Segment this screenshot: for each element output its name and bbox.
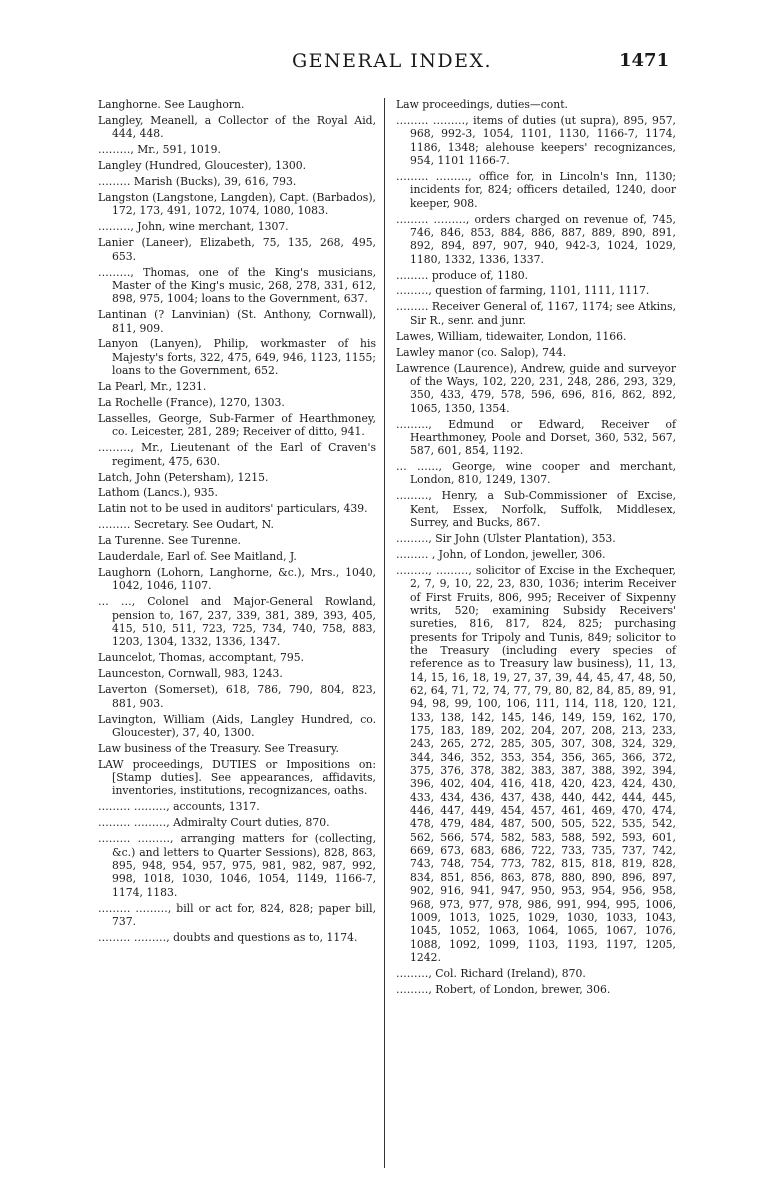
index-entry: Lasselles, George, Sub-Farmer of Hearthmoney, co. Leicester, 281, 289; Receiver of ditto, 941. [98, 411, 376, 439]
index-entry: ……… ………, bill or act for, 824, 828; paper bill, 737. [98, 901, 376, 928]
index-entry: Lauderdale, Earl of. See Maitland, J. [98, 550, 297, 564]
index-entry: La Rochelle (France), 1270, 1303. [98, 396, 285, 409]
index-entry: ………, Mr., 591, 1019. [98, 143, 221, 157]
index-entry: ………, Henry, a Sub-Commissioner of Excise, Kent, Essex, Norfolk, Suffolk, Middlesex, Surrey, and Bucks, 867. [396, 489, 676, 530]
index-entry: ………, ………, solicitor of Excise in the Exchequer, 2, 7, 9, 10, 22, 23, 830, 1036; interim Receiver of First Fruits, 806, 995; Receiver of Sixpenny writs, 520; examining Subsidy Receivers' sureties, 816, 817, 824, 825; purchasing presents for Tripoly and Tunis, 849; solicitor to the Treasury (including every species of reference as to Treasury law business), 11, 13, 14, 15, 16, 18, 19, 27, 37, 39, 44, 45, 47, 48, 50, 62, 64, 71, 72, 74, 77, 79, 80, 82, 84, 85, 89, 91, 94, 98, 99, 100, 106, 111, 114, 118, 120, 121, 133, 138, 142, 145, 146, 149, 159, 162, 170, 175, 183, 189, 202, 204, 207, 208, 213, 233, 243, 265, 272, 285, 305, 307, 308, 324, 329, 344, 346, 352, 353, 354, 356, 365, 366, 372, 375, 376, 378, 382, 383, 387, 388, 392, 394, 396, 402, 404, 416, 418, 420, 423, 424, 430, 433, 434, 436, 437, 438, 440, 442, 444, 445, 446, 447, 449, 454, 457, 461, 469, 470, 474, 478, 479, 484, 487, 500, 505, 522, 535, 542, 562, 566, 574, 582, 583, 588, 592, 593, 601, 669, 673, 683, 686, 722, 733, 735, 737, 742, 743, 748, 754, 773, 782, 815, 818, 819, 828, 834, 851, 856, 863, 878, 880, 890, 896, 897, 902, 916, 941, 947, 950, 953, 954, 956, 958, 968, 973, 977, 978, 986, 991, 994, 995, 1006, 1009, 1013, 1025, 1029, 1030, 1033, 1043, 1045, 1052, 1063, 1064, 1065, 1067, 1076, 1088, 1092, 1099, 1103, 1193, 1197, 1205, 1242. [396, 563, 676, 964]
index-entry: Langston (Langstone, Langden), Capt. (Barbados), 172, 173, 491, 1072, 1074, 1080, 1083. [98, 191, 376, 218]
index-entry: La Turenne. See Turenne. [98, 534, 241, 548]
index-entry: Law proceedings, duties—cont. [396, 98, 568, 111]
index-entry: ………, question of farming, 1101, 1111, 1117. [396, 284, 650, 298]
index-entry: La Pearl, Mr., 1231. [98, 380, 207, 394]
index-entry: ………, John, wine merchant, 1307. [98, 220, 289, 234]
index-entry: Langley (Hundred, Gloucester), 1300. [98, 159, 307, 173]
index-entry: Latch, John (Petersham), 1215. [98, 470, 269, 484]
index-entry: ……… produce of, 1180. [396, 268, 529, 282]
index-entry: ……… ………, doubts and questions as to, 1174. [98, 930, 358, 944]
index-entry: ……… Secretary. See Oudart, N. [98, 518, 274, 532]
index-column-left [98, 98, 376, 947]
index-entry: ……… ………, orders charged on revenue of, 745, 746, 846, 853, 884, 886, 887, 889, 890, 891, 892, 894, 897, 907, 940, 942-3, 1024, 1029, 1180, 1332, 1336, 1337. [396, 212, 676, 266]
index-entry: Latin not to be used in auditors' particulars, 439. [98, 502, 368, 516]
index-entry: ……… ………, arranging matters for (collecting, &c.) and letters to Quarter Sessions), 828, 863, 895, 948, 954, 957, 975, 981, 982, 987, 992, 998, 1018, 1030, 1046, 1054, 1149, 1166-7, 1174, 1183. [98, 832, 376, 899]
index-entry: ……… ………, Admiralty Court duties, 870. [98, 816, 330, 830]
index-column-right [396, 98, 676, 999]
index-entry: ……… ………, items of duties (ut supra), 895, 957, 968, 992-3, 1054, 1101, 1130, 1166-7, 1174, 1186, 1348; alehouse keepers' recognizances, 954, 1101 1166-7. [396, 113, 676, 167]
index-entry: ………, Thomas, one of the King's musicians, Master of the King's music, 268, 278, 331, 612, 898, 975, 1004; loans to the Government, 637. [98, 265, 376, 306]
index-entry: ……… Receiver General of, 1167, 1174; see Atkins, Sir R., senr. and junr. [396, 300, 676, 327]
index-entry: Laverton (Somerset), 618, 786, 790, 804, 823, 881, 903. [98, 683, 376, 710]
running-title: GENERAL INDEX. [292, 50, 493, 72]
index-entry: Lanier (Laneer), Elizabeth, 75, 135, 268, 495, 653. [98, 236, 376, 263]
index-entry: Launcelot, Thomas, accomptant, 795. [98, 651, 304, 665]
index-entry: ………, Col. Richard (Ireland), 870. [396, 966, 586, 980]
index-entry: Langhorne. See Laughorn. [98, 98, 245, 111]
index-entry: LAW proceedings, DUTIES or Impositions on: [Stamp duties]. See appearances, affidavits, inventories, institutions, recognizances, oaths. [98, 757, 376, 798]
index-entry: Lawrence (Laurence), Andrew, guide and surveyor of the Ways, 102, 220, 231, 248, 286, 293, 329, 350, 433, 479, 578, 596, 696, 816, 862, 892, 1065, 1350, 1354. [396, 361, 676, 415]
column-divider [384, 98, 385, 1168]
index-entry: ……… ………, office for, in Lincoln's Inn, 1130; incidents for, 824; officers detailed, 1240, door keeper, 908. [396, 169, 676, 210]
index-entry: Lavington, William (Aids, Langley Hundred, co. Gloucester), 37, 40, 1300. [98, 712, 376, 739]
index-entry: Lantinan (? Lanvinian) (St. Anthony, Cornwall), 811, 909. [98, 308, 376, 335]
index-entry: Lawley manor (co. Salop), 744. [396, 345, 567, 359]
index-entry: ………, Mr., Lieutenant of the Earl of Craven's regiment, 475, 630. [98, 441, 376, 468]
index-entry: Launceston, Cornwall, 983, 1243. [98, 667, 283, 681]
index-entry: ……… ………, accounts, 1317. [98, 800, 260, 814]
index-entry: ………, Edmund or Edward, Receiver of Hearthmoney, Poole and Dorset, 360, 532, 567, 587, 601, 854, 1192. [396, 417, 676, 458]
page-number: 1471 [619, 50, 670, 71]
index-entry: ……… , John, of London, jeweller, 306. [396, 547, 606, 561]
index-entry: Lathom (Lancs.), 935. [98, 486, 218, 500]
index-entry: … ……, George, wine cooper and merchant, London, 810, 1249, 1307. [396, 460, 676, 487]
index-entry: ……… Marish (Bucks), 39, 616, 793. [98, 175, 297, 189]
page-header [0, 50, 770, 80]
index-entry: Lanyon (Lanyen), Philip, workmaster of his Majesty's forts, 322, 475, 649, 946, 1123, 1155; loans to the Government, 652. [98, 337, 376, 378]
index-entry: Langley, Meanell, a Collector of the Royal Aid, 444, 448. [98, 113, 376, 141]
index-entry: ………, Robert, of London, brewer, 306. [396, 982, 611, 996]
index-entry: Laughorn (Lohorn, Langhorne, &c.), Mrs., 1040, 1042, 1046, 1107. [98, 566, 376, 593]
index-entry: Law business of the Treasury. See Treasury. [98, 741, 339, 755]
index-entry: … …, Colonel and Major-General Rowland, pension to, 167, 237, 339, 381, 389, 393, 405, 415, 510, 511, 723, 725, 734, 740, 758, 883, 1203, 1304, 1332, 1336, 1347. [98, 595, 376, 649]
index-entry: Lawes, William, tidewaiter, London, 1166. [396, 329, 627, 343]
index-entry: ………, Sir John (Ulster Plantation), 353. [396, 532, 616, 546]
